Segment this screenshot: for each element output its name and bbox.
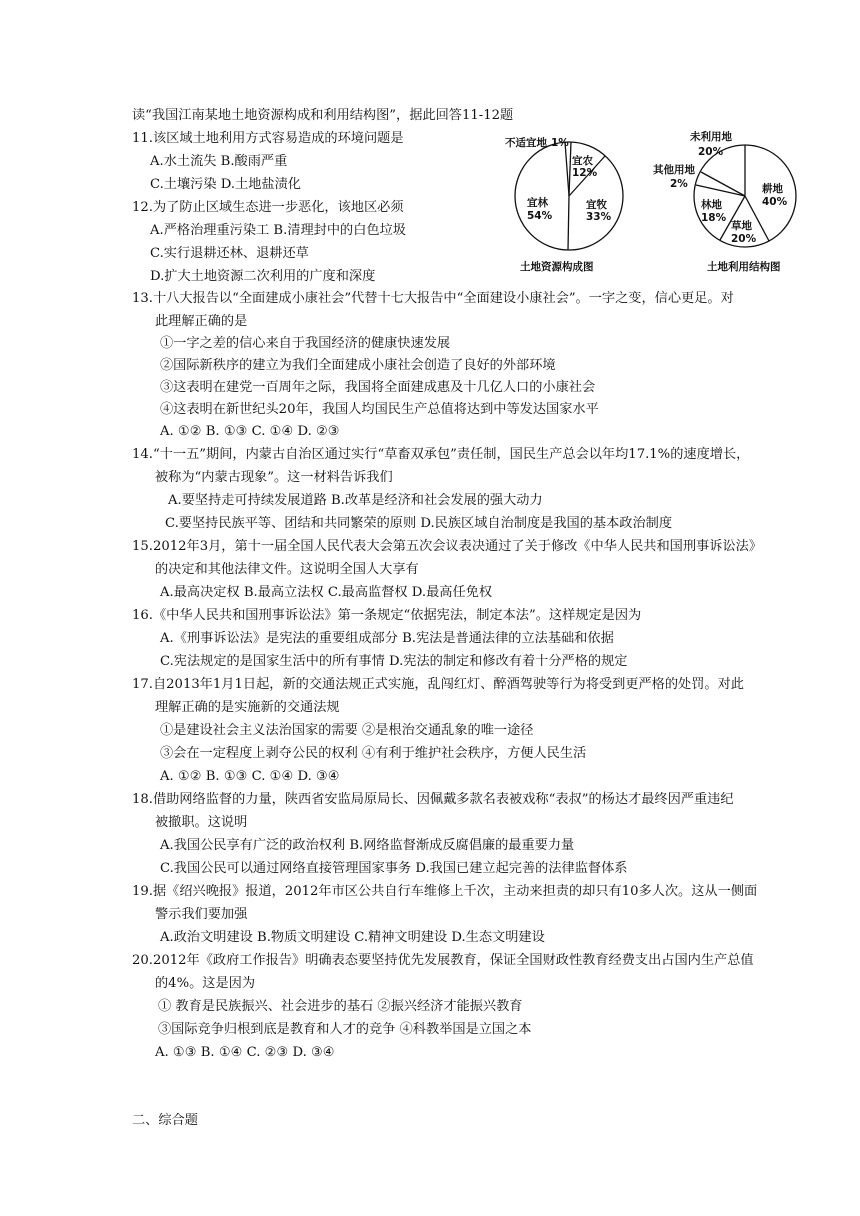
question-12-options-ab: A.严格治理重污染工 B.清理封中的白色垃圾 [150,223,406,238]
land-use-pie-chart [650,128,798,273]
question-17-items-34: ③会在一定程度上剥夺公民的权利 ④有利于维护社会秩序，方便人民生活 [160,746,587,761]
slice-value-grass: 20% [731,233,757,245]
question-17-items-12: ①是建设社会主义法治国家的需要 ②是根治交通乱象的唯一途径 [160,723,534,738]
slice-value-unused: 20% [698,146,724,158]
question-20-stem-2: 的4%。这是因为 [155,976,256,991]
slice-label-grass: 草地 [731,220,752,232]
slice-value-woodland: 18% [701,212,727,224]
intro-text: 读“我国江南某地土地资源构成和利用结构图”，据此回答11-12题 [132,108,514,123]
question-12-option-d: D.扩大土地资源二次利用的广度和深度 [150,269,376,284]
question-15-options: A.最高决定权 B.最高立法权 C.最高监督权 D.最高任免权 [160,585,493,600]
question-13-item-4: ④这表明在新世纪头20年，我国人均国民生产总值将达到中等发达国家水平 [160,402,599,417]
question-16-options-ab: A.《刑事诉讼法》是宪法的重要组成部分 B.宪法是普通法律的立法基础和依据 [160,631,614,646]
question-13-item-2: ②国际新秩序的建立为我们全面建成小康社会创造了良好的外部环境 [160,358,556,373]
question-14-options-cd: C.要坚持民族平等、团结和共同繁荣的原则 D.民族区域自治制度是我国的基本政治制度 [165,516,673,531]
slice-label-other: 其他用地 [653,164,695,176]
question-14-stem-2: 被称为“内蒙古现象”。这一材料告诉我们 [155,470,393,485]
question-13-stem-1: 13.十八大报告以“全面建成小康社会”代替十七大报告中“全面建设小康社会”。一字之变，信心更足。对 [132,291,734,306]
question-12-option-c: C.实行退耕还林、退耕还草 [150,246,309,261]
question-19-stem-2: 警示我们要加强 [155,907,248,922]
question-15-stem-2: 的决定和其他法律文件。这说明全国人大享有 [155,562,419,577]
question-17-stem-2: 理解正确的是实施新的交通法规 [155,700,340,715]
slice-value-other: 2% [670,178,688,190]
question-11-options-ab: A.水土流失 B.酸雨严重 [150,154,288,169]
question-16-stem: 16.《中华人民共和国刑事诉讼法》第一条规定“依据宪法，制定本法”。这样规定是因为 [132,608,642,623]
slice-label-farmland: 宜农 [572,155,593,167]
question-14-options-ab: A.要坚持走可持续发展道路 B.改革是经济和社会发展的强大动力 [168,493,543,508]
question-18-stem-2: 被撤职。这说明 [155,815,248,830]
question-18-stem-1: 18.借助网络监督的力量，陕西省安监局原局长、因佩戴多款名表被戏称“表叔”的杨达才最终因严重违纪 [132,792,734,807]
question-20-items-34: ③国际竞争归根到底是教育和人才的竞争 ④科教举国是立国之本 [158,1022,532,1037]
question-18-options-cd: C.我国公民可以通过网络直接管理国家事务 D.我国已建立起完善的法律监督体系 [160,861,628,876]
question-11-stem: 11.该区域土地利用方式容易造成的环境问题是 [132,131,404,146]
slice-label-cultivated: 耕地 [762,183,783,195]
pie-title-land-use: 土地利用结构图 [707,261,781,273]
question-11-options-cd: C.土壤污染 D.土地盐渍化 [150,177,301,192]
question-20-stem-1: 20.2012年《政府工作报告》明确表态要坚持优先发展教育，保证全国财政性教育经费支出占国内生产总值 [132,953,754,968]
question-17-stem-1: 17.自2013年1月1日起，新的交通法规正式实施，乱闯红灯、醉酒驾驶等行为将受到更严格的处罚。对此 [132,677,744,692]
question-16-options-cd: C.宪法规定的是国家生活中的所有事情 D.宪法的制定和修改有着十分严格的规定 [160,654,628,669]
slice-label-unused: 未利用地 [690,131,732,143]
question-20-options: A. ①③ B. ①④ C. ②③ D. ③④ [155,1045,335,1060]
slice-label-unsuitable: 不适宜地 [505,137,547,149]
slice-value-farmland: 12% [572,167,598,179]
question-13-item-3: ③这表明在建党一百周年之际，我国将全面建成惠及十几亿人口的小康社会 [160,380,596,395]
section-2-heading: 二、综合题 [132,1113,198,1128]
question-18-options-ab: A.我国公民享有广泛的政治权利 B.网络监督渐成反腐倡廉的最重要力量 [160,838,575,853]
slice-label-pasture: 宜牧 [586,199,607,211]
land-use-pie-svg [650,128,798,273]
question-14-stem-1: 14.“十一五”期间，内蒙古自治区通过实行“草畜双承包”责任制，国民生产总会以年均17.1%的速度增长， [132,447,750,462]
slice-label-forest: 宜林 [527,197,548,209]
slice-value-forest: 54% [527,210,553,222]
question-19-options: A.政治文明建设 B.物质文明建设 C.精神文明建设 D.生态文明建设 [160,930,545,945]
slice-value-unsuitable: 1% [551,137,569,149]
question-13-options: A. ①② B. ①③ C. ①④ D. ②③ [160,424,340,439]
question-15-stem-1: 15.2012年3月，第十一届全国人民代表大会第五次会议表决通过了关于修改《中华人民共和国刑事诉讼法》 [132,539,762,554]
question-20-items-12: ① 教育是民族振兴、社会进步的基石 ②振兴经济才能振兴教育 [158,999,523,1014]
land-resource-pie-chart [505,128,640,273]
question-19-stem-1: 19.据《绍兴晚报》报道，2012年市区公共自行车维修上千次，主动来担责的却只有10多人次。这从一侧面 [132,884,758,899]
slice-label-woodland: 林地 [701,199,722,211]
question-13-stem-2: 此理解正确的是 [155,314,248,329]
question-17-options: A. ①② B. ①③ C. ①④ D. ③④ [160,769,340,784]
slice-value-pasture: 33% [586,211,612,223]
pie-title-land-resource: 土地资源构成图 [520,261,594,273]
slice-value-cultivated: 40% [762,196,788,208]
question-12-stem: 12.为了防止区域生态进一步恶化，该地区必须 [132,200,404,215]
land-resource-pie-svg [505,128,640,273]
question-13-item-1: ①一字之差的信心来自于我国经济的健康快速发展 [160,336,451,351]
